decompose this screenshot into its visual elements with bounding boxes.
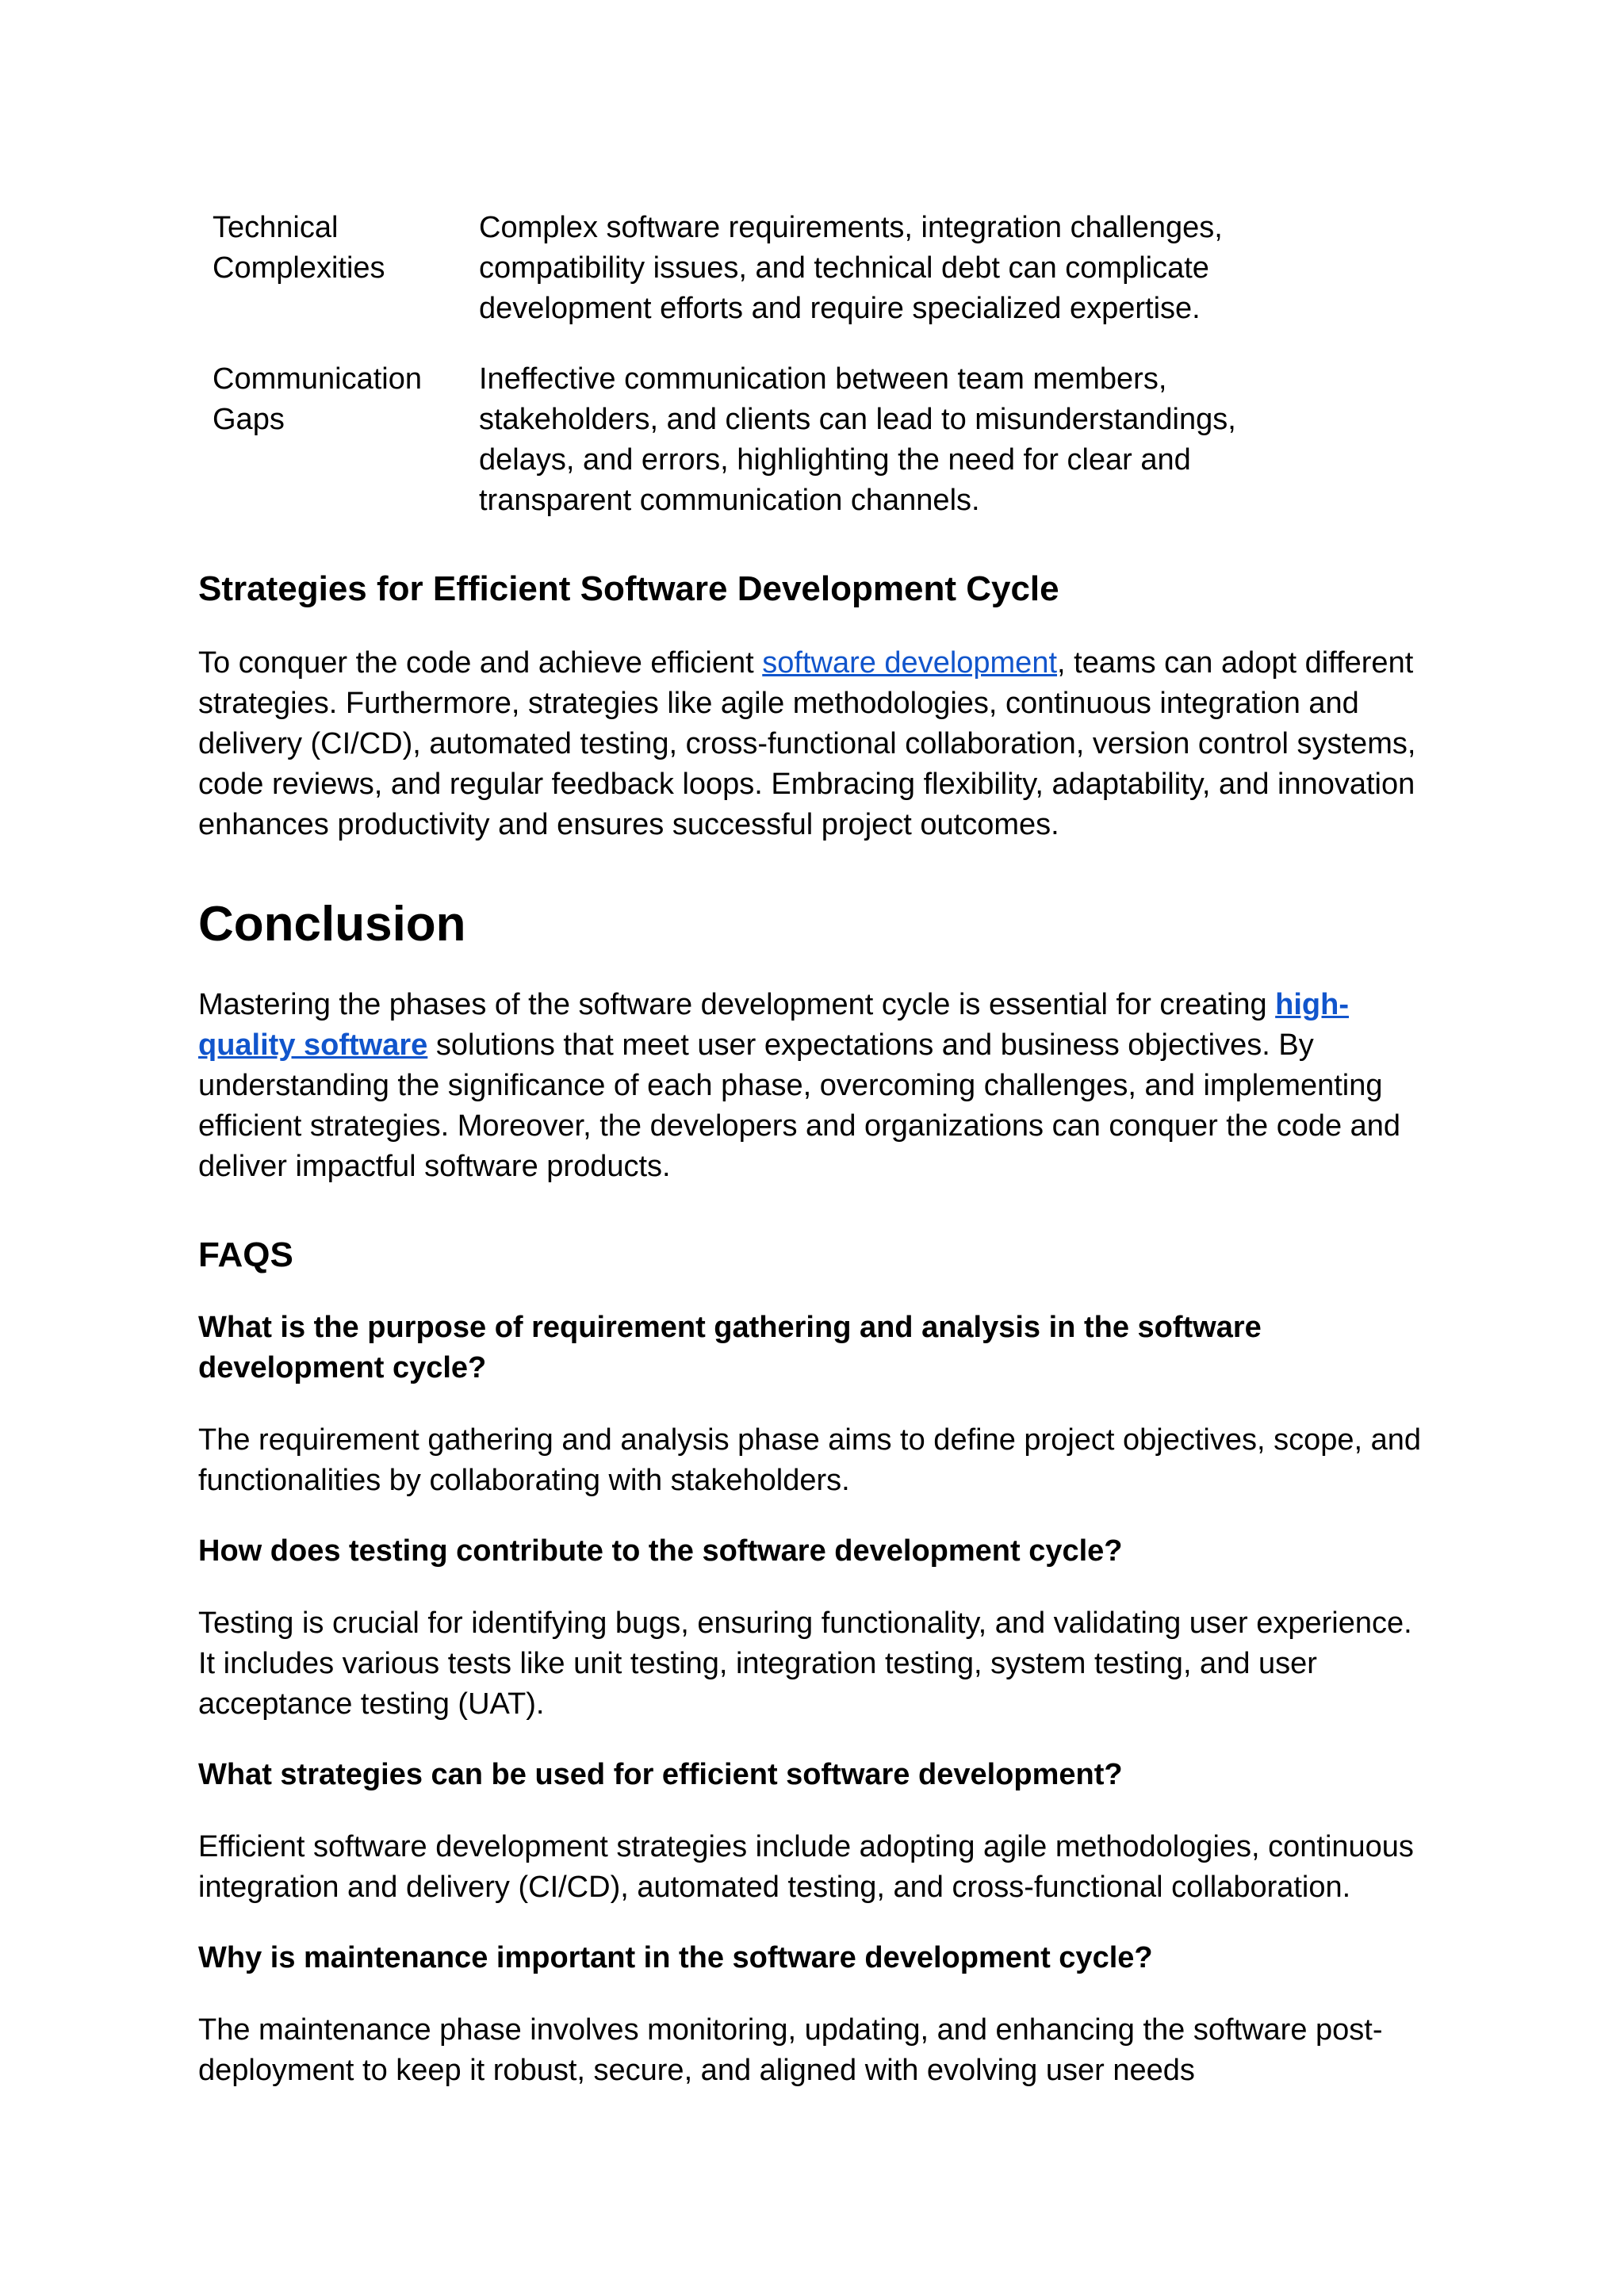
faq-question: What strategies can be used for efficient software development?: [198, 1758, 1123, 1791]
strategies-text-end: , teams can adopt different strategies. Furthermore, strategies like agile methodologies, continuous integration and delivery (CI/CD), automated testing, cross-functional collaboration, version control systems, code reviews, and regular feedback loops. Embracing flexibility, adaptability, and innovation enhances productivity and ensures successful project outcomes.: [198, 646, 1416, 841]
document-content: [198, 208, 1435, 2091]
challenge-term: [213, 208, 479, 329]
faq-question: How does testing contribute to the software development cycle?: [198, 1534, 1123, 1568]
faq-answer: The requirement gathering and analysis phase aims to define project objectives, scope, and functionalities by collaborating with stakeholders.: [198, 1423, 1422, 1497]
challenge-term-line: Complexities: [213, 251, 385, 285]
challenge-term-line: Technical: [213, 211, 339, 244]
challenge-definition: Complex software requirements, integration challenges, compatibility issues, and technical debt can complicate development efforts and require specialized expertise.: [479, 211, 1223, 325]
strategies-heading: Strategies for Efficient Software Development Cycle: [198, 569, 1059, 608]
faq-answer: Efficient software development strategies include adopting agile methodologies, continuous integration and delivery (CI/CD), automated testing, and cross-functional collaboration.: [198, 1830, 1414, 1904]
conclusion-paragraph: [198, 985, 1435, 1187]
faq-question: What is the purpose of requirement gathering and analysis in the software development cycle?: [198, 1311, 1262, 1384]
high-quality-software-link[interactable]: high-quality software: [198, 988, 1350, 1062]
strategies-paragraph: [198, 643, 1435, 845]
faq-question: Why is maintenance important in the software development cycle?: [198, 1941, 1153, 1974]
challenge-term-line: Gaps: [213, 403, 285, 436]
challenge-term: [213, 359, 479, 521]
faq-answer: The maintenance phase involves monitoring, updating, and enhancing the software post-deployment to keep it robust, secure, and aligned with evolving user needs: [198, 2013, 1383, 2087]
faqs-heading: FAQS: [198, 1235, 293, 1274]
conclusion-heading: Conclusion: [198, 897, 466, 952]
conclusion-text-start: Mastering the phases of the software development cycle is essential for creating: [198, 988, 1276, 1021]
challenge-row: [213, 359, 1418, 521]
challenge-term-line: Communication: [213, 362, 422, 396]
strategies-text-start: To conquer the code and achieve efficient: [198, 646, 763, 680]
challenges-table: [213, 208, 1418, 521]
software-development-link[interactable]: software development: [762, 646, 1058, 680]
faq-answer: Testing is crucial for identifying bugs, ensuring functionality, and validating user experience. It includes various tests like unit testing, integration testing, system testing, and user acceptance testing (UAT).: [198, 1607, 1412, 1721]
conclusion-text-end: solutions that meet user expectations and business objectives. By understanding the significance of each phase, overcoming challenges, and implementing efficient strategies. Moreover, the developers and organizations can conquer the code and deliver impactful software products.: [198, 1028, 1401, 1183]
challenge-definition: Ineffective communication between team members, stakeholders, and clients can lead to misunderstandings, delays, and errors, highlighting the need for clear and transparent communication channels.: [479, 362, 1236, 517]
challenge-row: [213, 208, 1418, 329]
